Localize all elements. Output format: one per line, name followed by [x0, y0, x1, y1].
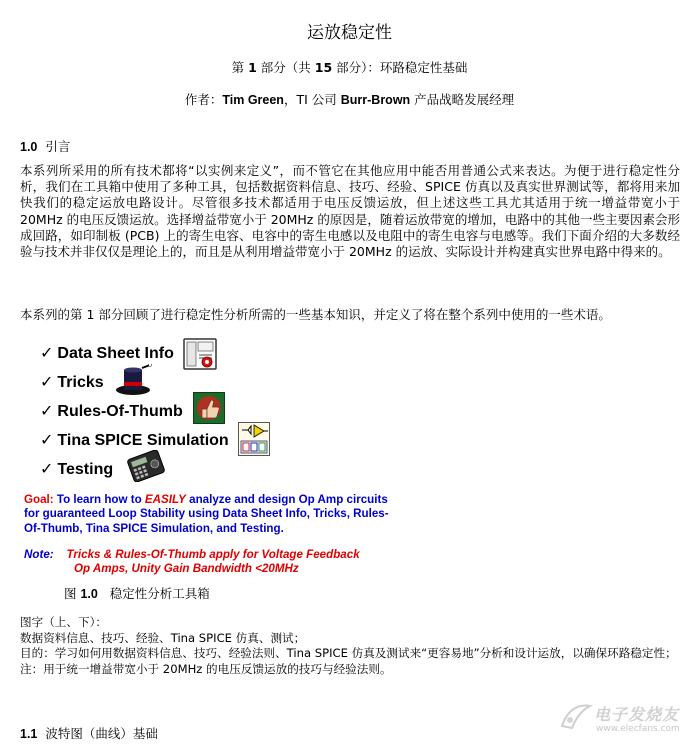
checklist-label: Tina SPICE Simulation: [57, 432, 229, 449]
goal-text-before: To learn how to: [53, 493, 145, 506]
check-icon: ✓: [40, 459, 54, 478]
checklist-item-testing: [40, 459, 113, 479]
note-statement: [24, 548, 360, 577]
subtitle-total-parts: 15: [314, 60, 333, 75]
section-number: 1.0: [20, 140, 38, 154]
watermark-logo-icon: [558, 700, 594, 732]
section-title: 引言: [45, 139, 71, 154]
document-subtitle: [0, 58, 699, 76]
figure-caption-prefix: 图: [64, 586, 81, 601]
author-line: [0, 90, 699, 108]
legend-line: 目的：学习如何用数据资料信息、技巧、经验法则、Tina SPICE 仿真及测试来“更容易地”分析和设计运放，以确保环路稳定性；: [20, 646, 677, 661]
author-mid: ，TI 公司: [283, 92, 341, 107]
check-icon: ✓: [40, 372, 54, 391]
checklist-item-datasheet: [40, 343, 174, 363]
goal-emphasis: EASILY: [144, 493, 186, 506]
subtitle-suffix: 部分）：环路稳定性基础: [332, 60, 468, 75]
thumbs-up-icon: [193, 392, 225, 424]
check-icon: ✓: [40, 430, 54, 449]
note-line-1: Tricks & Rules-Of-Thumb apply for Voltage Feedback: [66, 548, 360, 561]
figure-number: 1.0: [80, 587, 98, 601]
legend-line: 注：用于统一增益带宽小于 20MHz 的电压反馈运放的技巧与经验法则。: [20, 661, 392, 676]
subtitle-prefix: 第: [231, 60, 249, 75]
legend-line: 图字（上、下）：: [20, 615, 107, 629]
author-name: Tim Green: [222, 93, 284, 107]
checklist-item-spice: [40, 430, 229, 450]
check-icon: ✓: [40, 343, 54, 362]
section-heading-1-1: [20, 724, 158, 742]
check-icon: ✓: [40, 401, 54, 420]
magic-hat-icon: [114, 364, 152, 396]
checklist-label: Rules-Of-Thumb: [57, 403, 183, 420]
section-title: 波特图（曲线）基础: [45, 726, 158, 741]
figure-caption-text: 稳定性分析工具箱: [109, 586, 210, 601]
watermark-text: 电子发烧友: [594, 705, 680, 724]
section-heading-1-0: [20, 137, 70, 155]
checklist-item-tricks: [40, 372, 104, 392]
checklist-item-rules: [40, 401, 183, 421]
subtitle-part-number: 1: [248, 60, 257, 75]
section-number: 1.1: [20, 727, 38, 741]
checklist-label: Tricks: [57, 374, 104, 391]
legend-line: 数据资料信息、技巧、经验、Tina SPICE 仿真、测试；: [20, 630, 306, 645]
document-title: 运放稳定性: [307, 23, 392, 43]
datasheet-icon: [183, 338, 217, 370]
scope-paragraph: 本系列的第 1 部分回顾了进行稳定性分析所需的一些基本知识，并定义了将在整个系列中使用的一些术语。: [20, 307, 611, 322]
spice-schematic-icon: [238, 422, 270, 456]
goal-statement: [24, 493, 404, 536]
figure-legend: [20, 615, 680, 677]
author-prefix: 作者：: [184, 92, 223, 107]
checklist-label: Data Sheet Info: [57, 345, 174, 362]
author-company: Burr-Brown: [340, 93, 411, 107]
goal-label: Goal:: [24, 493, 54, 506]
goal-text-after: analyze and design Op Amp circuits for guaranteed Loop Stability using Data Sheet Info, Tricks, Rules-Of-Thumb, Tina SPICE Simulation, and Testing.: [24, 493, 389, 535]
author-suffix: 产品战略发展经理: [410, 92, 515, 107]
note-label: Note:: [24, 548, 54, 561]
watermark: [558, 700, 693, 740]
subtitle-mid: 部分（共: [256, 60, 315, 75]
checklist-label: Testing: [57, 461, 114, 478]
intro-paragraph: 本系列所采用的所有技术都将“以实例来定义”，而不管它在其他应用中能否用普通公式来表达。为便于进行稳定性分析，我们在工具箱中使用了多种工具，包括数据资料信息、技巧、经验、SPICE 仿真以及真实世界测试等，都将用来加快我们的稳定运放电路设计。尽管很多技术都适用于电压反馈运放，但上述这些工具尤其适用于统一增益带宽小于 20MHz 的电压反馈运放。选择增益带宽小于 20MHz 的原因是，随着运放带宽的增加，电路中的其他一些主要因素会形成回路，如印制板 (PCB) 上的寄生电容、电容中的寄生电感以及电阻中的寄生电容与电感等。我们下面介绍的大多数经验与技术并非仅仅是理论上的，而且是从利用增益带宽小于 20MHz 的运放、实际设计并构建真实世界电路中得来的。: [20, 163, 680, 260]
note-line-2: Op Amps, Unity Gain Bandwidth <20MHz: [74, 562, 299, 576]
multimeter-icon: [124, 450, 168, 482]
watermark-url: www.elecfans.com: [596, 724, 680, 734]
figure-caption: [64, 584, 210, 602]
